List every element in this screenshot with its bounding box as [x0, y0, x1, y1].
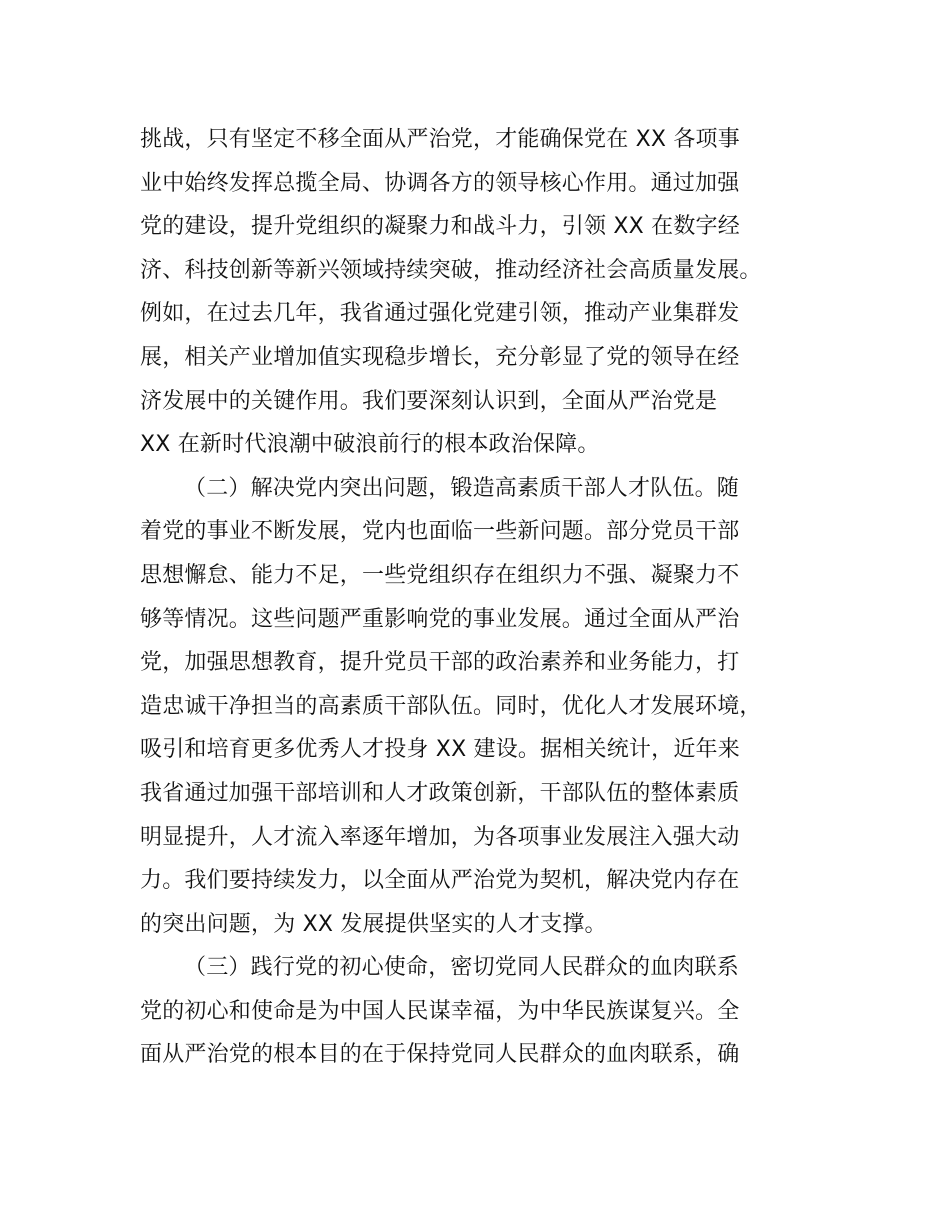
text-line: 挑战，只有坚定不移全面从严治党，才能确保党在 XX 各项事: [140, 127, 740, 152]
text-line: 党的初心和使命是为中国人民谋幸福，为中华民族谋复兴。全: [140, 998, 740, 1024]
text-line: 济、科技创新等新兴领域持续突破，推动经济社会高质量发展。: [140, 257, 762, 283]
text-line: 着党的事业不断发展，党内也面临一些新问题。部分党员干部: [140, 519, 740, 545]
text-line: 吸引和培育更多优秀人才投身 XX 建设。据相关统计，近年来: [140, 737, 740, 763]
text-line: 思想懈怠、能力不足，一些党组织存在组织力不强、凝聚力不: [140, 562, 740, 588]
text-line: 够等情况。这些问题严重影响党的事业发展。通过全面从严治: [140, 606, 740, 632]
text-line: XX 在新时代浪潮中破浪前行的根本政治保障。: [140, 432, 600, 458]
body-text: [140, 118, 830, 1077]
section-heading-line: （二）解决党内突出问题，锻造高素质干部人才队伍。随: [184, 475, 740, 501]
text-line: 造忠诚干净担当的高素质干部队伍。同时，优化人才发展环境，: [140, 693, 762, 719]
text-line: 济发展中的关键作用。我们要深刻认识到，全面从严治党是: [140, 388, 718, 414]
text-line: 我省通过加强干部培训和人才政策创新，干部队伍的整体素质: [140, 780, 740, 806]
text-line: 党，加强思想教育，提升党员干部的政治素养和业务能力，打: [140, 650, 740, 676]
text-line: 例如，在过去几年，我省通过强化党建引领，推动产业集群发: [140, 301, 740, 327]
text-line: 明显提升，人才流入率逐年增加，为各项事业发展注入强大动: [140, 824, 740, 850]
text-line: 展，相关产业增加值实现稳步增长，充分彰显了党的领导在经: [140, 344, 740, 370]
text-line: 面从严治党的根本目的在于保持党同人民群众的血肉联系，确: [140, 1042, 740, 1068]
text-line: 业中始终发挥总揽全局、协调各方的领导核心作用。通过加强: [140, 170, 740, 196]
text-line: 党的建设，提升党组织的凝聚力和战斗力，引领 XX 在数字经: [140, 214, 740, 240]
section-heading-line: （三）践行党的初心使命，密切党同人民群众的血肉联系: [184, 955, 740, 981]
text-line: 的突出问题，为 XX 发展提供坚实的人才支撑。: [140, 911, 607, 937]
text-line: 力。我们要持续发力，以全面从严治党为契机，解决党内存在: [140, 868, 740, 894]
